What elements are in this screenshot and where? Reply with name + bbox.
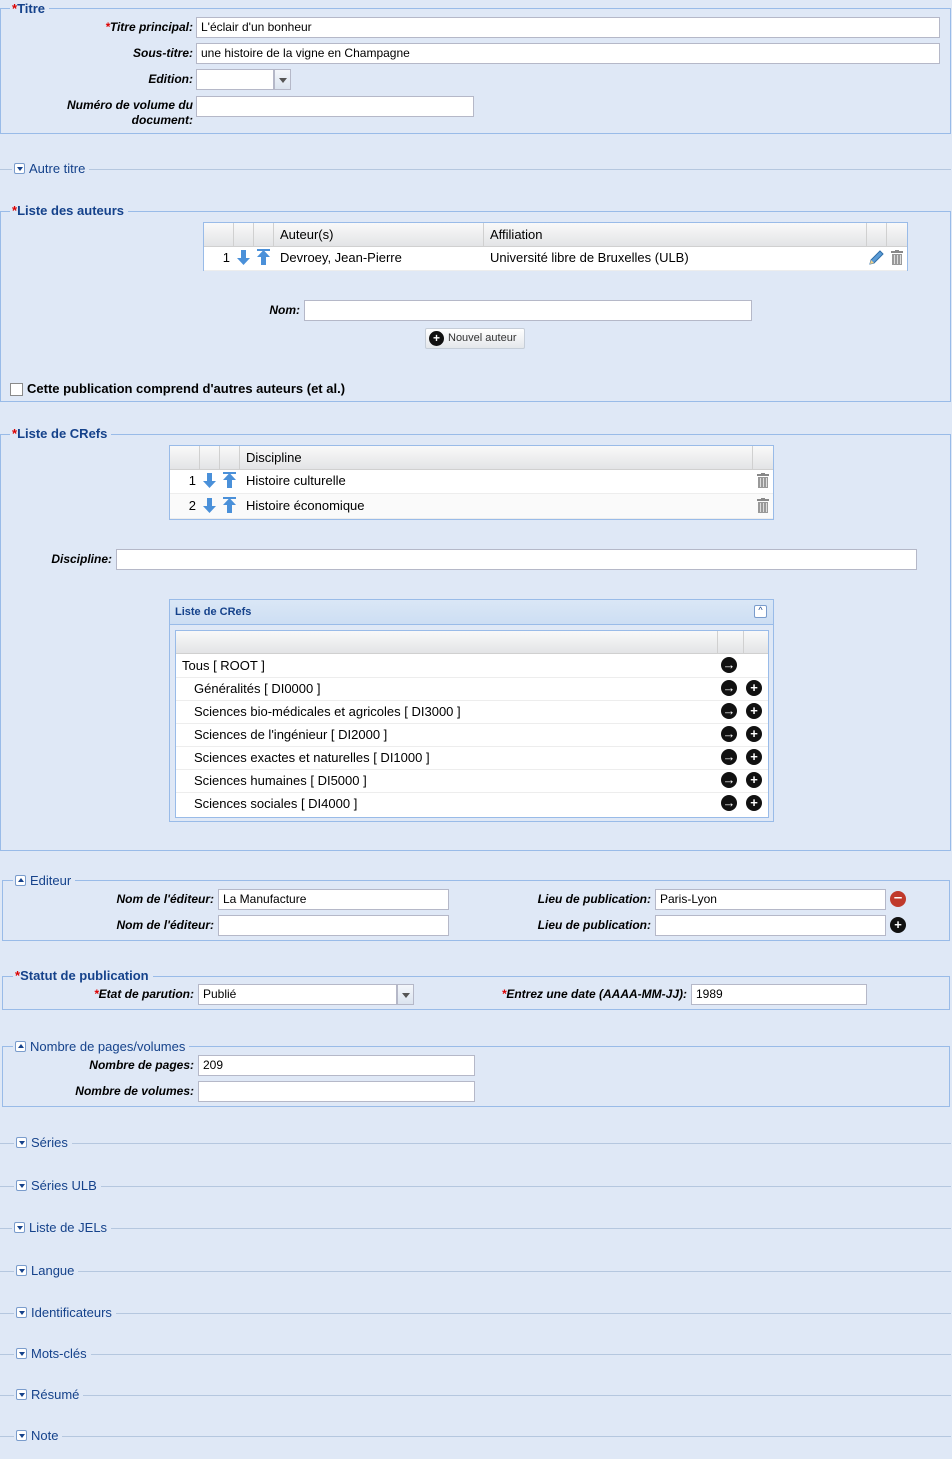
add-icon[interactable]: + bbox=[746, 795, 762, 811]
row-number: 1 bbox=[222, 250, 230, 265]
navigate-arrow-icon[interactable]: → bbox=[722, 749, 736, 764]
tree-item-label: Sciences sociales [ DI4000 ] bbox=[194, 796, 358, 811]
tree-container bbox=[175, 630, 769, 818]
edition-select[interactable] bbox=[196, 69, 274, 90]
tree-item[interactable] bbox=[176, 654, 768, 678]
nouvel-auteur-label: Nouvel auteur bbox=[448, 332, 517, 344]
tree-item-label: Tous [ ROOT ] bbox=[182, 658, 265, 673]
resume-divider bbox=[0, 1395, 951, 1396]
nombre-pages-label: Nombre de pages: bbox=[89, 1058, 194, 1072]
statut-legend: *Statut de publication bbox=[13, 968, 153, 983]
identificateurs-divider bbox=[0, 1313, 951, 1314]
tree-item-label: Sciences de l'ingénieur [ DI2000 ] bbox=[194, 727, 388, 742]
expand-icon bbox=[14, 1222, 25, 1233]
tree-col-divider bbox=[717, 631, 718, 653]
down-column bbox=[200, 446, 220, 469]
nom-auteur-input[interactable] bbox=[304, 300, 752, 321]
autre-titre-divider bbox=[0, 169, 951, 170]
titre-legend: *Titre bbox=[10, 1, 49, 16]
auteurs-grid bbox=[203, 222, 908, 271]
nom-editeur-label: Nom de l'éditeur: bbox=[116, 892, 214, 906]
edition-dropdown-trigger[interactable] bbox=[274, 69, 291, 90]
tree-item[interactable] bbox=[176, 677, 768, 701]
tree-header bbox=[176, 631, 768, 654]
lieu-publication-label: Lieu de publication: bbox=[537, 918, 651, 932]
titre-principal-input[interactable]: L'éclair d'un bonheur bbox=[196, 17, 940, 38]
expand-icon bbox=[16, 1348, 27, 1359]
crefs-tree-panel bbox=[169, 599, 774, 822]
num-column bbox=[170, 446, 200, 469]
move-up-icon[interactable] bbox=[223, 472, 236, 488]
auteur-column-header[interactable]: Auteur(s) bbox=[274, 223, 484, 246]
move-down-icon[interactable] bbox=[237, 250, 250, 266]
discipline-cell: Histoire culturelle bbox=[246, 473, 346, 488]
etat-parution-label: *Etat de parution: bbox=[93, 987, 194, 1001]
row-number: 2 bbox=[188, 498, 196, 513]
auteurs-legend: *Liste des auteurs bbox=[10, 203, 128, 218]
nom-editeur-input[interactable] bbox=[218, 915, 449, 936]
delete-trash-icon[interactable] bbox=[757, 498, 769, 513]
lieu-publication-label: Lieu de publication: bbox=[537, 892, 651, 906]
table-row[interactable] bbox=[170, 494, 773, 519]
auteur-cell: Devroey, Jean-Pierre bbox=[280, 250, 402, 265]
table-row[interactable] bbox=[204, 246, 907, 271]
delete-column bbox=[753, 446, 773, 469]
edition-label: Edition: bbox=[148, 72, 193, 86]
collapse-icon bbox=[15, 1041, 26, 1052]
crefs-grid-header bbox=[170, 446, 773, 470]
add-icon[interactable]: + bbox=[746, 772, 762, 788]
mots-cles-divider bbox=[0, 1354, 951, 1355]
move-down-icon[interactable] bbox=[203, 498, 216, 514]
identificateurs-toggle[interactable]: Identificateurs bbox=[14, 1305, 116, 1320]
tree-item-label: Sciences humaines [ DI5000 ] bbox=[194, 773, 367, 788]
tree-item[interactable] bbox=[176, 792, 768, 815]
delete-trash-icon[interactable] bbox=[891, 250, 903, 265]
edit-column bbox=[867, 223, 887, 246]
nombre-volumes-input[interactable] bbox=[198, 1081, 475, 1102]
crefs-legend: *Liste de CRefs bbox=[10, 426, 111, 441]
langue-divider bbox=[0, 1271, 951, 1272]
jels-toggle[interactable]: Liste de JELs bbox=[12, 1220, 111, 1235]
date-input[interactable]: 1989 bbox=[691, 984, 867, 1005]
add-icon[interactable]: + bbox=[746, 749, 762, 765]
down-column bbox=[234, 223, 254, 246]
volume-label: Numéro de volume du document: bbox=[66, 98, 193, 127]
tree-item[interactable] bbox=[176, 700, 768, 724]
tree-item-label: Sciences bio-médicales et agricoles [ DI3000 ] bbox=[194, 704, 461, 719]
add-icon[interactable]: + bbox=[746, 680, 762, 696]
crefs-grid bbox=[169, 445, 774, 520]
expand-icon bbox=[16, 1137, 27, 1148]
navigate-arrow-icon[interactable]: → bbox=[722, 772, 736, 787]
navigate-arrow-icon[interactable]: → bbox=[722, 795, 736, 810]
editeur-toggle[interactable]: Editeur bbox=[13, 873, 75, 888]
tree-item[interactable] bbox=[176, 746, 768, 770]
jels-divider bbox=[0, 1228, 951, 1229]
expand-icon bbox=[16, 1389, 27, 1400]
collapse-icon bbox=[15, 875, 26, 886]
note-divider bbox=[0, 1436, 951, 1437]
add-icon: + bbox=[429, 331, 444, 346]
tree-item-label: Généralités [ DI0000 ] bbox=[194, 681, 321, 696]
nom-editeur-input[interactable]: La Manufacture bbox=[218, 889, 449, 910]
up-column bbox=[220, 446, 240, 469]
date-label: *Entrez une date (AAAA-MM-JJ): bbox=[501, 987, 687, 1001]
navigate-arrow-icon[interactable]: → bbox=[722, 726, 736, 741]
navigate-arrow-icon[interactable]: → bbox=[722, 703, 736, 718]
navigate-arrow-icon[interactable]: → bbox=[722, 657, 736, 672]
expand-icon bbox=[16, 1307, 27, 1318]
tree-item[interactable] bbox=[176, 769, 768, 793]
etat-parution-dropdown-trigger[interactable] bbox=[397, 984, 414, 1005]
pages-toggle[interactable]: Nombre de pages/volumes bbox=[13, 1039, 189, 1054]
tree-item[interactable] bbox=[176, 723, 768, 747]
row-number: 1 bbox=[188, 473, 196, 488]
delete-column bbox=[887, 223, 907, 246]
auteurs-grid-header bbox=[204, 223, 907, 247]
series-divider bbox=[0, 1143, 951, 1144]
et-al-label: Cette publication comprend d'autres auteurs (et al.) bbox=[27, 381, 346, 396]
num-column bbox=[204, 223, 234, 246]
expand-icon bbox=[14, 163, 25, 174]
crefs-panel-header bbox=[170, 600, 773, 625]
resume-toggle[interactable]: Résumé bbox=[14, 1387, 83, 1402]
etat-parution-select[interactable]: Publié bbox=[198, 984, 397, 1005]
collapse-panel-icon[interactable]: ^ bbox=[754, 605, 767, 618]
affiliation-column-header[interactable]: Affiliation bbox=[484, 223, 867, 246]
titre-principal-label: *Titre principal: bbox=[105, 20, 193, 34]
navigate-arrow-icon[interactable]: → bbox=[722, 680, 736, 695]
move-up-icon[interactable] bbox=[257, 249, 270, 265]
add-icon[interactable]: + bbox=[890, 917, 906, 933]
langue-toggle[interactable]: Langue bbox=[14, 1263, 78, 1278]
tree-col-divider bbox=[743, 631, 744, 653]
autre-titre-toggle[interactable]: Autre titre bbox=[12, 161, 89, 176]
discipline-column-header[interactable]: Discipline bbox=[240, 446, 753, 469]
add-icon[interactable]: + bbox=[746, 703, 762, 719]
discipline-label: Discipline: bbox=[51, 552, 112, 566]
discipline-input[interactable] bbox=[116, 549, 917, 570]
series-ulb-divider bbox=[0, 1186, 951, 1187]
remove-icon[interactable]: – bbox=[890, 891, 906, 907]
note-toggle[interactable]: Note bbox=[14, 1428, 62, 1443]
table-row[interactable] bbox=[170, 469, 773, 494]
sous-titre-input[interactable]: une histoire de la vigne en Champagne bbox=[196, 43, 940, 64]
discipline-cell: Histoire économique bbox=[246, 498, 365, 513]
edit-pencil-icon[interactable] bbox=[868, 249, 885, 266]
nombre-pages-input[interactable]: 209 bbox=[198, 1055, 475, 1076]
delete-trash-icon[interactable] bbox=[757, 473, 769, 488]
expand-icon bbox=[16, 1180, 27, 1191]
lieu-publication-input[interactable] bbox=[655, 915, 886, 936]
move-up-icon[interactable] bbox=[223, 497, 236, 513]
et-al-checkbox[interactable] bbox=[10, 383, 23, 396]
nom-editeur-label: Nom de l'éditeur: bbox=[116, 918, 214, 932]
sous-titre-label: Sous-titre: bbox=[133, 46, 193, 60]
nombre-volumes-label: Nombre de volumes: bbox=[75, 1084, 194, 1098]
up-column bbox=[254, 223, 274, 246]
affiliation-cell: Université libre de Bruxelles (ULB) bbox=[490, 250, 689, 265]
expand-icon bbox=[16, 1430, 27, 1441]
mots-cles-toggle[interactable]: Mots-clés bbox=[14, 1346, 91, 1361]
expand-icon bbox=[16, 1265, 27, 1276]
move-down-icon[interactable] bbox=[203, 473, 216, 489]
lieu-publication-input[interactable]: Paris-Lyon bbox=[655, 889, 886, 910]
series-ulb-toggle[interactable]: Séries ULB bbox=[14, 1178, 101, 1193]
add-icon[interactable]: + bbox=[746, 726, 762, 742]
panel-title: Liste de CRefs bbox=[175, 606, 252, 618]
volume-input[interactable] bbox=[196, 96, 474, 117]
nom-auteur-label: Nom: bbox=[269, 303, 300, 317]
tree-item-label: Sciences exactes et naturelles [ DI1000 ] bbox=[194, 750, 430, 765]
nouvel-auteur-button[interactable] bbox=[425, 328, 525, 349]
series-toggle[interactable]: Séries bbox=[14, 1135, 72, 1150]
